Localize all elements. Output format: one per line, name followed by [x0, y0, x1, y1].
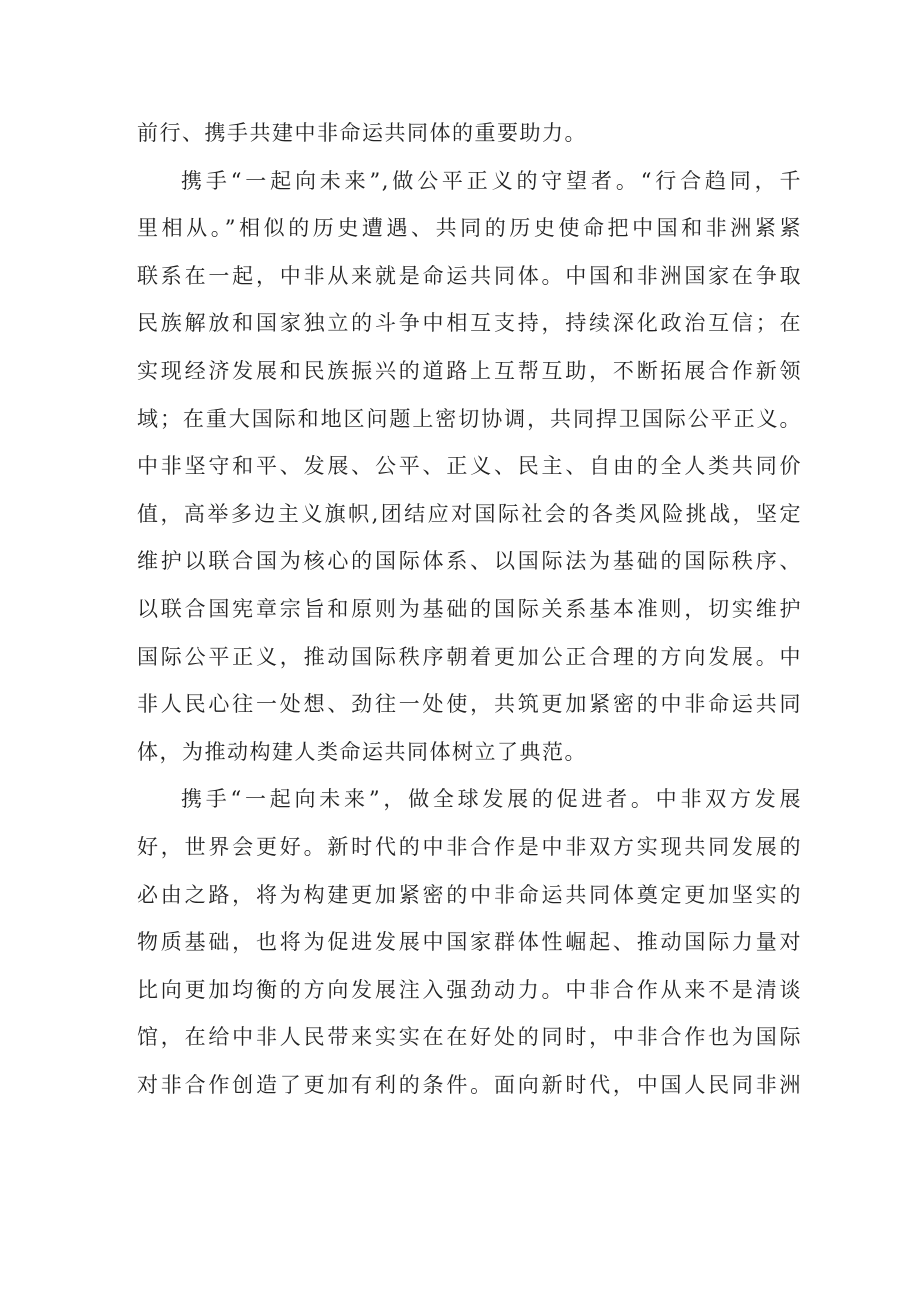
text-line: 中非坚守和平、发展、公平、正义、民主、自由的全人类共同价 — [137, 454, 802, 479]
text-line: 携手“一起向未来”,做公平正义的守望者。“行合趋同，千 — [181, 168, 802, 193]
text-line: 前行、携手共建中非命运共同体的重要助力。 — [137, 121, 587, 145]
text-line: 非人民心往一处想、劲往一处使，共筑更加紧密的中非命运共同 — [137, 692, 802, 717]
text-line: 对非合作创造了更加有利的条件。面向新时代，中国人民同非洲 — [137, 1072, 802, 1097]
text-line: 必由之路，将为构建更加紧密的中非命运共同体奠定更加坚实的 — [137, 882, 802, 907]
text-line: 值，高举多边主义旗帜,团结应对国际社会的各类风险挑战，坚定 — [137, 501, 802, 526]
text-line: 物质基础，也将为促进发展中国家群体性崛起、推动国际力量对 — [137, 930, 802, 955]
text-line: 里相从。”相似的历史遭遇、共同的历史使命把中国和非洲紧紧 — [137, 216, 802, 241]
text-line: 携手“一起向未来”，做全球发展的促进者。中非双方发展 — [181, 787, 802, 812]
text-line: 维护以联合国为核心的国际体系、以国际法为基础的国际秩序、 — [137, 549, 802, 574]
text-line: 域；在重大国际和地区问题上密切协调，共同捍卫国际公平正义。 — [137, 406, 802, 431]
text-line: 国际公平正义，推动国际秩序朝着更加公正合理的方向发展。中 — [137, 644, 802, 669]
text-line: 以联合国宪章宗旨和原则为基础的国际关系基本准则，切实维护 — [137, 596, 802, 621]
text-line: 民族解放和国家独立的斗争中相互支持，持续深化政治互信；在 — [137, 311, 802, 336]
text-line: 好，世界会更好。新时代的中非合作是中非双方实现共同发展的 — [137, 834, 802, 859]
document-body — [137, 110, 802, 1109]
text-line: 联系在一起，中非从来就是命运共同体。中国和非洲国家在争取 — [137, 263, 802, 288]
text-line: 比向更加均衡的方向发展注入强劲动力。中非合作从来不是清谈 — [137, 977, 802, 1002]
text-line: 馆，在给中非人民带来实实在在好处的同时，中非合作也为国际 — [137, 1025, 802, 1050]
text-line: 实现经济发展和民族振兴的道路上互帮互助，不断拓展合作新领 — [137, 358, 802, 383]
text-line: 体，为推动构建人类命运共同体树立了典范。 — [137, 739, 587, 764]
